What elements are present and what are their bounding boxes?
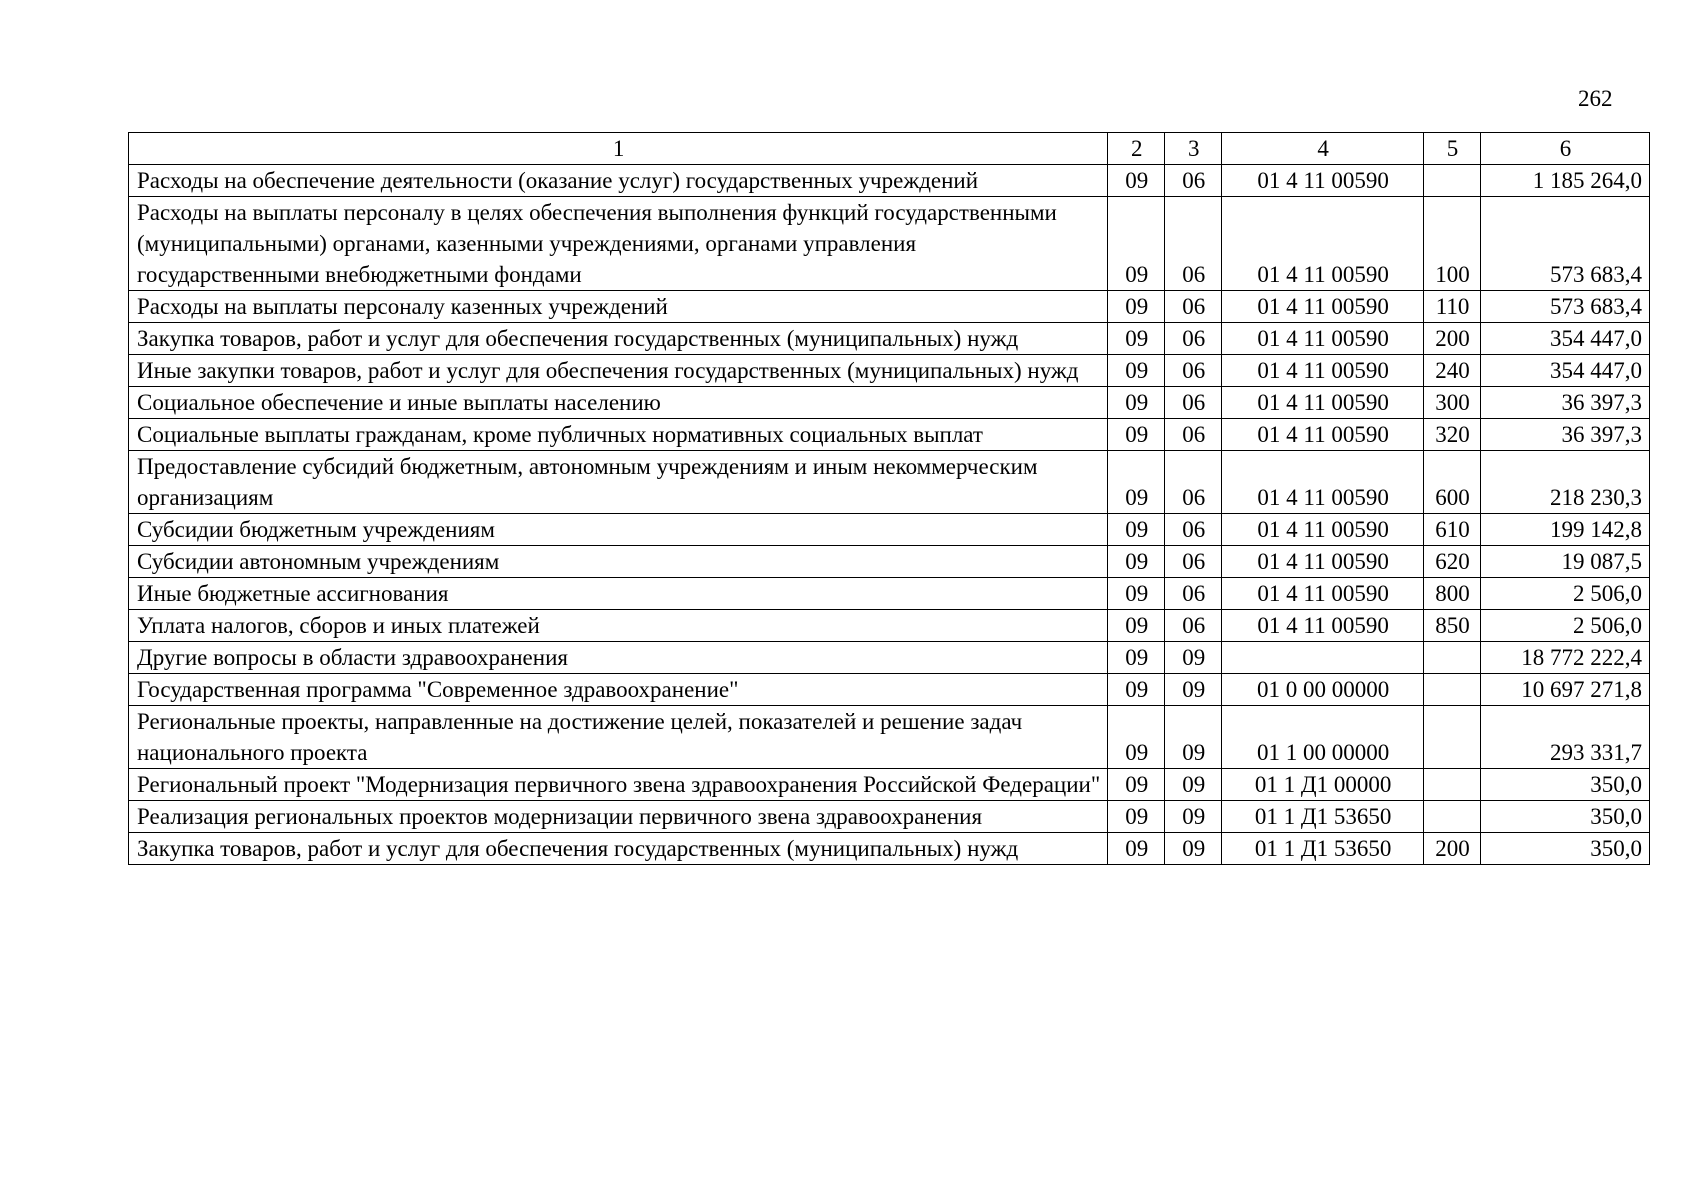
row-target-code: 01 4 11 00590: [1222, 197, 1424, 291]
row-subsection: 06: [1165, 323, 1222, 355]
row-name: Социальное обеспечение и иные выплаты населению: [129, 387, 1108, 419]
row-section: 09: [1108, 355, 1165, 387]
row-amount: 18 772 222,4: [1481, 642, 1650, 674]
row-name: Субсидии автономным учреждениям: [129, 546, 1108, 578]
row-amount: 2 506,0: [1481, 610, 1650, 642]
row-section: 09: [1108, 165, 1165, 197]
row-name: Региональный проект "Модернизация первичного звена здравоохранения Российской Федерации": [129, 769, 1108, 801]
table-row: [129, 546, 1650, 578]
row-section: 09: [1108, 546, 1165, 578]
table-row: [129, 355, 1650, 387]
row-target-code: 01 0 00 00000: [1222, 674, 1424, 706]
table-row: [129, 801, 1650, 833]
row-section: 09: [1108, 706, 1165, 769]
table-row: [129, 387, 1650, 419]
row-target-code: 01 4 11 00590: [1222, 355, 1424, 387]
header-col-4: 4: [1222, 133, 1424, 165]
row-section: 09: [1108, 419, 1165, 451]
row-expense-type: 320: [1424, 419, 1481, 451]
row-subsection: 06: [1165, 291, 1222, 323]
table-row: [129, 769, 1650, 801]
row-amount: 2 506,0: [1481, 578, 1650, 610]
row-expense-type: [1424, 674, 1481, 706]
row-subsection: 06: [1165, 610, 1222, 642]
row-amount: 10 697 271,8: [1481, 674, 1650, 706]
table-row: [129, 833, 1650, 865]
row-target-code: 01 1 Д1 53650: [1222, 833, 1424, 865]
row-expense-type: 200: [1424, 323, 1481, 355]
row-amount: 1 185 264,0: [1481, 165, 1650, 197]
table-row: [129, 706, 1650, 769]
row-subsection: 06: [1165, 355, 1222, 387]
row-name: Субсидии бюджетным учреждениям: [129, 514, 1108, 546]
row-target-code: 01 4 11 00590: [1222, 419, 1424, 451]
row-target-code: 01 4 11 00590: [1222, 514, 1424, 546]
row-target-code: 01 1 Д1 53650: [1222, 801, 1424, 833]
table-row: [129, 578, 1650, 610]
row-amount: 350,0: [1481, 801, 1650, 833]
row-subsection: 06: [1165, 546, 1222, 578]
row-name: Другие вопросы в области здравоохранения: [129, 642, 1108, 674]
row-section: 09: [1108, 451, 1165, 514]
row-amount: 354 447,0: [1481, 355, 1650, 387]
row-amount: 199 142,8: [1481, 514, 1650, 546]
row-name: Расходы на выплаты персоналу казенных учреждений: [129, 291, 1108, 323]
row-target-code: 01 4 11 00590: [1222, 165, 1424, 197]
row-amount: 354 447,0: [1481, 323, 1650, 355]
row-expense-type: 850: [1424, 610, 1481, 642]
row-subsection: 06: [1165, 165, 1222, 197]
row-expense-type: 300: [1424, 387, 1481, 419]
row-section: 09: [1108, 801, 1165, 833]
row-expense-type: 240: [1424, 355, 1481, 387]
header-col-2: 2: [1108, 133, 1165, 165]
row-expense-type: [1424, 769, 1481, 801]
table-row: [129, 197, 1650, 291]
row-name: Расходы на обеспечение деятельности (оказание услуг) государственных учреждений: [129, 165, 1108, 197]
row-expense-type: [1424, 706, 1481, 769]
row-expense-type: [1424, 165, 1481, 197]
row-section: 09: [1108, 291, 1165, 323]
row-subsection: 09: [1165, 833, 1222, 865]
page-number: 262: [1578, 86, 1613, 111]
row-amount: 573 683,4: [1481, 197, 1650, 291]
row-target-code: 01 4 11 00590: [1222, 451, 1424, 514]
row-section: 09: [1108, 578, 1165, 610]
row-subsection: 09: [1165, 801, 1222, 833]
row-name: Иные закупки товаров, работ и услуг для обеспечения государственных (муниципальных) нужд: [129, 355, 1108, 387]
row-amount: 19 087,5: [1481, 546, 1650, 578]
row-section: 09: [1108, 833, 1165, 865]
row-expense-type: [1424, 642, 1481, 674]
row-subsection: 06: [1165, 514, 1222, 546]
row-subsection: 09: [1165, 706, 1222, 769]
row-name: Иные бюджетные ассигнования: [129, 578, 1108, 610]
row-subsection: 09: [1165, 642, 1222, 674]
row-amount: 36 397,3: [1481, 387, 1650, 419]
header-row: [129, 133, 1650, 165]
table-row: [129, 451, 1650, 514]
row-subsection: 06: [1165, 451, 1222, 514]
row-target-code: 01 4 11 00590: [1222, 387, 1424, 419]
row-target-code: 01 4 11 00590: [1222, 578, 1424, 610]
table-row: [129, 291, 1650, 323]
row-expense-type: 110: [1424, 291, 1481, 323]
row-name: Уплата налогов, сборов и иных платежей: [129, 610, 1108, 642]
table-row: [129, 674, 1650, 706]
row-section: 09: [1108, 387, 1165, 419]
row-name: Реализация региональных проектов модернизации первичного звена здравоохранения: [129, 801, 1108, 833]
row-subsection: 06: [1165, 387, 1222, 419]
row-subsection: 06: [1165, 578, 1222, 610]
row-expense-type: 600: [1424, 451, 1481, 514]
header-col-6: 6: [1481, 133, 1650, 165]
table-row: [129, 514, 1650, 546]
row-name: Социальные выплаты гражданам, кроме публичных нормативных социальных выплат: [129, 419, 1108, 451]
row-target-code: [1222, 642, 1424, 674]
row-amount: 293 331,7: [1481, 706, 1650, 769]
row-subsection: 09: [1165, 769, 1222, 801]
table-row: [129, 165, 1650, 197]
row-name: Закупка товаров, работ и услуг для обеспечения государственных (муниципальных) нужд: [129, 833, 1108, 865]
table-row: [129, 610, 1650, 642]
row-expense-type: 610: [1424, 514, 1481, 546]
budget-table: [128, 132, 1650, 865]
row-section: 09: [1108, 514, 1165, 546]
table-row: [129, 642, 1650, 674]
table-row: [129, 323, 1650, 355]
row-expense-type: [1424, 801, 1481, 833]
row-section: 09: [1108, 610, 1165, 642]
row-section: 09: [1108, 323, 1165, 355]
row-section: 09: [1108, 642, 1165, 674]
row-subsection: 09: [1165, 674, 1222, 706]
header-col-5: 5: [1424, 133, 1481, 165]
row-amount: 350,0: [1481, 769, 1650, 801]
row-expense-type: 100: [1424, 197, 1481, 291]
row-section: 09: [1108, 674, 1165, 706]
row-name: Закупка товаров, работ и услуг для обеспечения государственных (муниципальных) нужд: [129, 323, 1108, 355]
header-col-1: 1: [129, 133, 1108, 165]
row-expense-type: 620: [1424, 546, 1481, 578]
row-subsection: 06: [1165, 197, 1222, 291]
header-col-3: 3: [1165, 133, 1222, 165]
row-name: Государственная программа "Современное здравоохранение": [129, 674, 1108, 706]
row-name: Расходы на выплаты персоналу в целях обеспечения выполнения функций государственными (муниципальными) органами, казенными учреждениями, органами управления государственными внебюджетными фондами: [129, 197, 1108, 291]
row-target-code: 01 4 11 00590: [1222, 291, 1424, 323]
row-subsection: 06: [1165, 419, 1222, 451]
row-target-code: 01 1 00 00000: [1222, 706, 1424, 769]
row-amount: 573 683,4: [1481, 291, 1650, 323]
row-amount: 36 397,3: [1481, 419, 1650, 451]
row-section: 09: [1108, 197, 1165, 291]
row-target-code: 01 4 11 00590: [1222, 323, 1424, 355]
row-name: Предоставление субсидий бюджетным, автономным учреждениям и иным некоммерческим организациям: [129, 451, 1108, 514]
row-name: Региональные проекты, направленные на достижение целей, показателей и решение задач национального проекта: [129, 706, 1108, 769]
table-row: [129, 419, 1650, 451]
row-amount: 218 230,3: [1481, 451, 1650, 514]
row-amount: 350,0: [1481, 833, 1650, 865]
row-expense-type: 800: [1424, 578, 1481, 610]
row-expense-type: 200: [1424, 833, 1481, 865]
row-target-code: 01 4 11 00590: [1222, 610, 1424, 642]
row-section: 09: [1108, 769, 1165, 801]
row-target-code: 01 1 Д1 00000: [1222, 769, 1424, 801]
row-target-code: 01 4 11 00590: [1222, 546, 1424, 578]
